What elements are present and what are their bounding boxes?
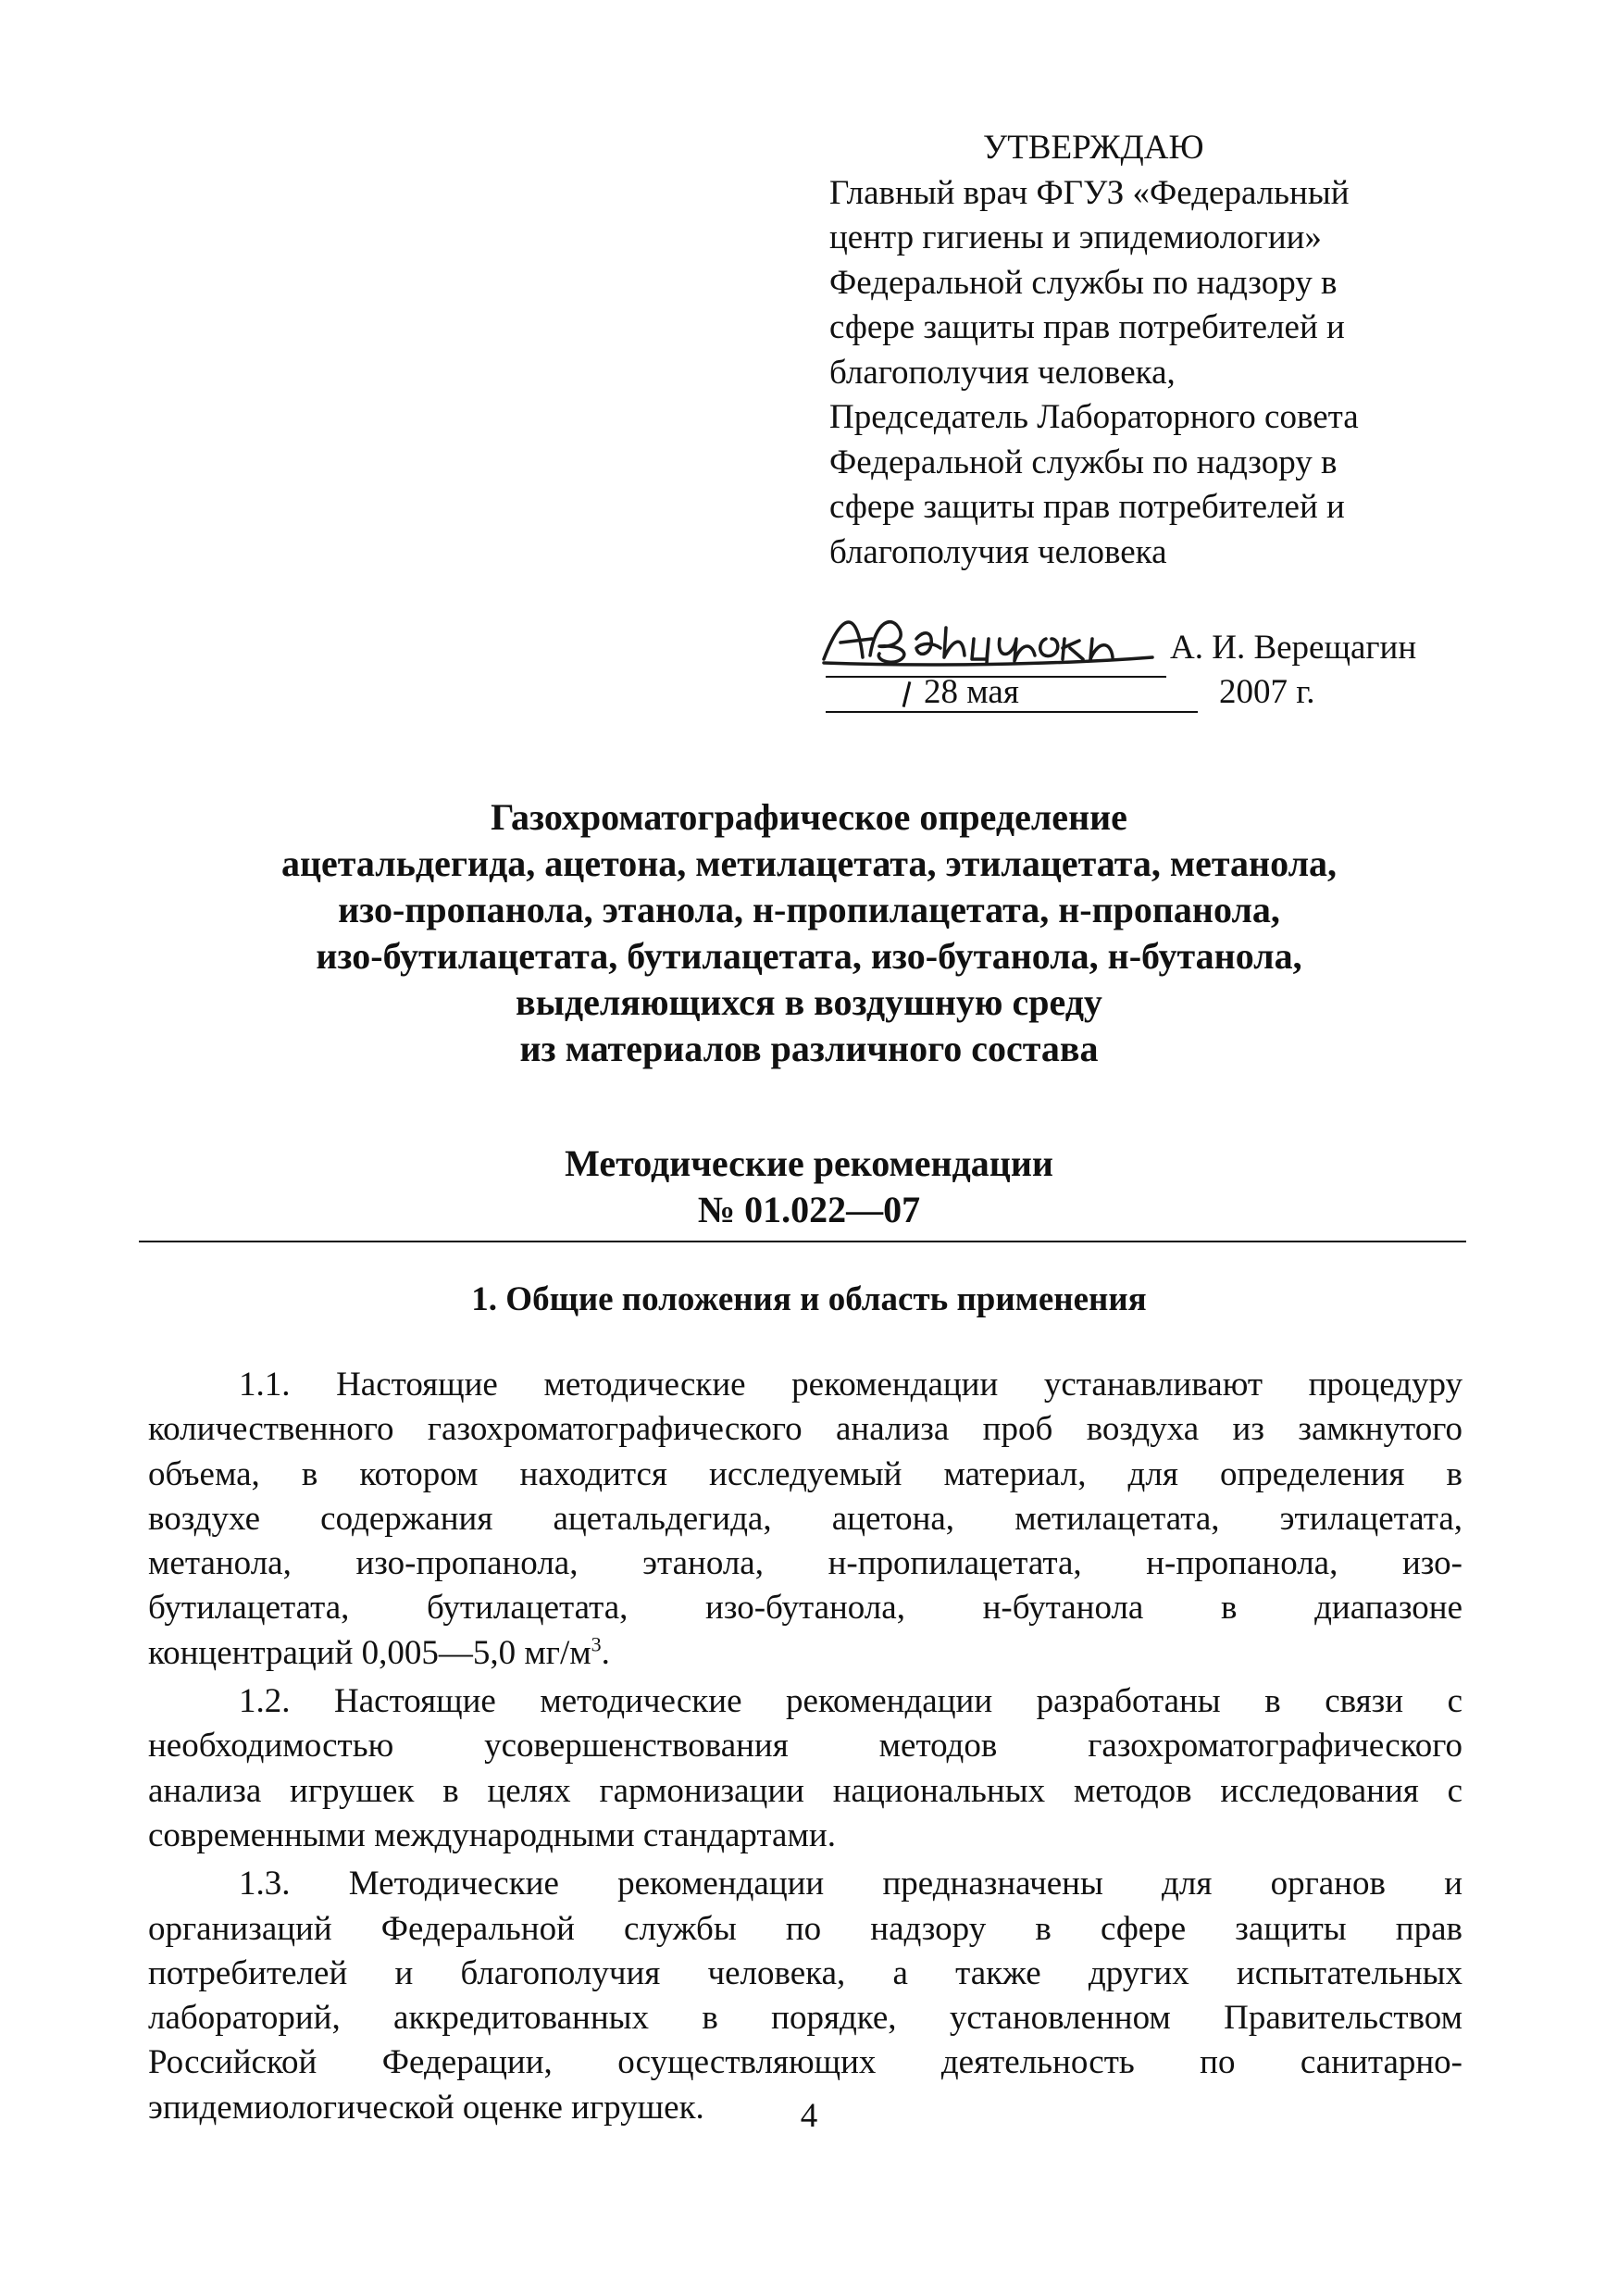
paragraph-line: бутилацетата, бутилацетата, изо-бутанола, н-бутанола в диапазоне <box>148 1589 1462 1628</box>
section-title: 1. Общие положения и область применения <box>471 1280 1147 1318</box>
section-body <box>148 1363 1462 2130</box>
paragraph-1-1 <box>148 1363 1462 1676</box>
signatory-name: А. И. Верещагин <box>1170 629 1417 667</box>
approval-line: Председатель Лабораторного совета <box>829 398 1359 436</box>
paragraph-line: организаций Федеральной службы по надзору в сфере защиты прав <box>148 1909 1462 1948</box>
title-line: изо-бутилацетата, бутилацетата, изо-бутанола, н-бутанола, <box>316 935 1302 977</box>
handwritten-signature <box>815 602 1157 676</box>
date-tick-mark <box>902 681 912 707</box>
approval-line: благополучия человека <box>829 532 1167 571</box>
title-line: Газохроматографическое определение <box>491 796 1127 838</box>
title-line: изо-пропанола, этанола, н-пропилацетата, н-пропанола, <box>338 889 1280 930</box>
title-line: из материалов различного состава <box>519 1028 1099 1069</box>
approval-date-year: 2007 г. <box>1219 673 1315 711</box>
approval-line: Главный врач ФГУЗ «Федеральный <box>829 173 1350 212</box>
approval-line: Федеральной службы по надзору в <box>829 263 1338 302</box>
paragraph-line: 1.2. Настоящие методические рекомендации разработаны в связи с <box>239 1682 1462 1721</box>
approval-line: центр гигиены и эпидемиологии» <box>829 218 1322 256</box>
unit-superscript: 3 <box>591 1632 602 1656</box>
approval-line: Федеральной службы по надзору в <box>829 443 1338 481</box>
approval-date-day: 28 мая <box>924 673 1019 711</box>
paragraph-line: Российской Федерации, осуществляющих деятельность по санитарно- <box>148 2043 1462 2082</box>
paragraph-line: лабораторий, аккредитованных в порядке, установленном Правительством <box>148 1999 1462 2038</box>
approval-block <box>829 126 1588 575</box>
sentence-end: . <box>601 1633 610 1672</box>
paragraph-line: объема, в котором находится исследуемый материал, для определения в <box>148 1454 1462 1493</box>
paragraph-line: необходимостью усовершенствования методов газохроматографического <box>148 1727 1462 1766</box>
document-number: № 01.022—07 <box>697 1189 921 1230</box>
paragraph-1-3 <box>148 1862 1462 2130</box>
approval-line: сфере защиты прав потребителей и <box>829 308 1345 346</box>
approval-line: сфере защиты прав потребителей и <box>829 488 1345 526</box>
paragraph-line: эпидемиологической оценке игрушек. <box>148 2088 704 2127</box>
title-line: выделяющихся в воздушную среду <box>516 981 1102 1023</box>
document-subtitle <box>93 1141 1525 1233</box>
date-line <box>826 711 1198 713</box>
paragraph-line: воздухе содержания ацетальдегида, ацетона, метилацетата, этилацетата, <box>148 1499 1462 1538</box>
approval-heading: УТВЕРЖДАЮ <box>983 129 1204 167</box>
title-line: ацетальдегида, ацетона, метилацетата, этилацетата, метанола, <box>280 842 1338 884</box>
approval-line: благополучия человека, <box>829 353 1176 392</box>
paragraph-line: потребителей и благополучия человека, а также других испытательных <box>148 1953 1462 1992</box>
paragraph-line: метанола, изо-пропанола, этанола, н-пропилацетата, н-пропанола, изо- <box>148 1544 1462 1583</box>
paragraph-line-last <box>148 1631 1462 1676</box>
document-title <box>93 794 1525 1072</box>
paragraph-line: 1.1. Настоящие методические рекомендации устанавливают процедуру <box>239 1366 1462 1404</box>
horizontal-rule <box>139 1241 1466 1242</box>
signature-block <box>815 602 1592 713</box>
paragraph-line: анализа игрушек в целях гармонизации национальных методов исследования с <box>148 1771 1462 1810</box>
paragraph-1-2 <box>148 1679 1462 1858</box>
paragraph-line: современными международными стандартами. <box>148 1816 836 1854</box>
page-number: 4 <box>800 2097 818 2135</box>
paragraph-line: количественного газохроматографического анализа проб воздуха из замкнутого <box>148 1410 1462 1449</box>
concentration-text: концентраций 0,005—5,0 мг/м <box>148 1633 591 1672</box>
document-type: Методические рекомендации <box>565 1142 1053 1184</box>
paragraph-line: 1.3. Методические рекомендации предназначены для органов и <box>239 1865 1462 1903</box>
